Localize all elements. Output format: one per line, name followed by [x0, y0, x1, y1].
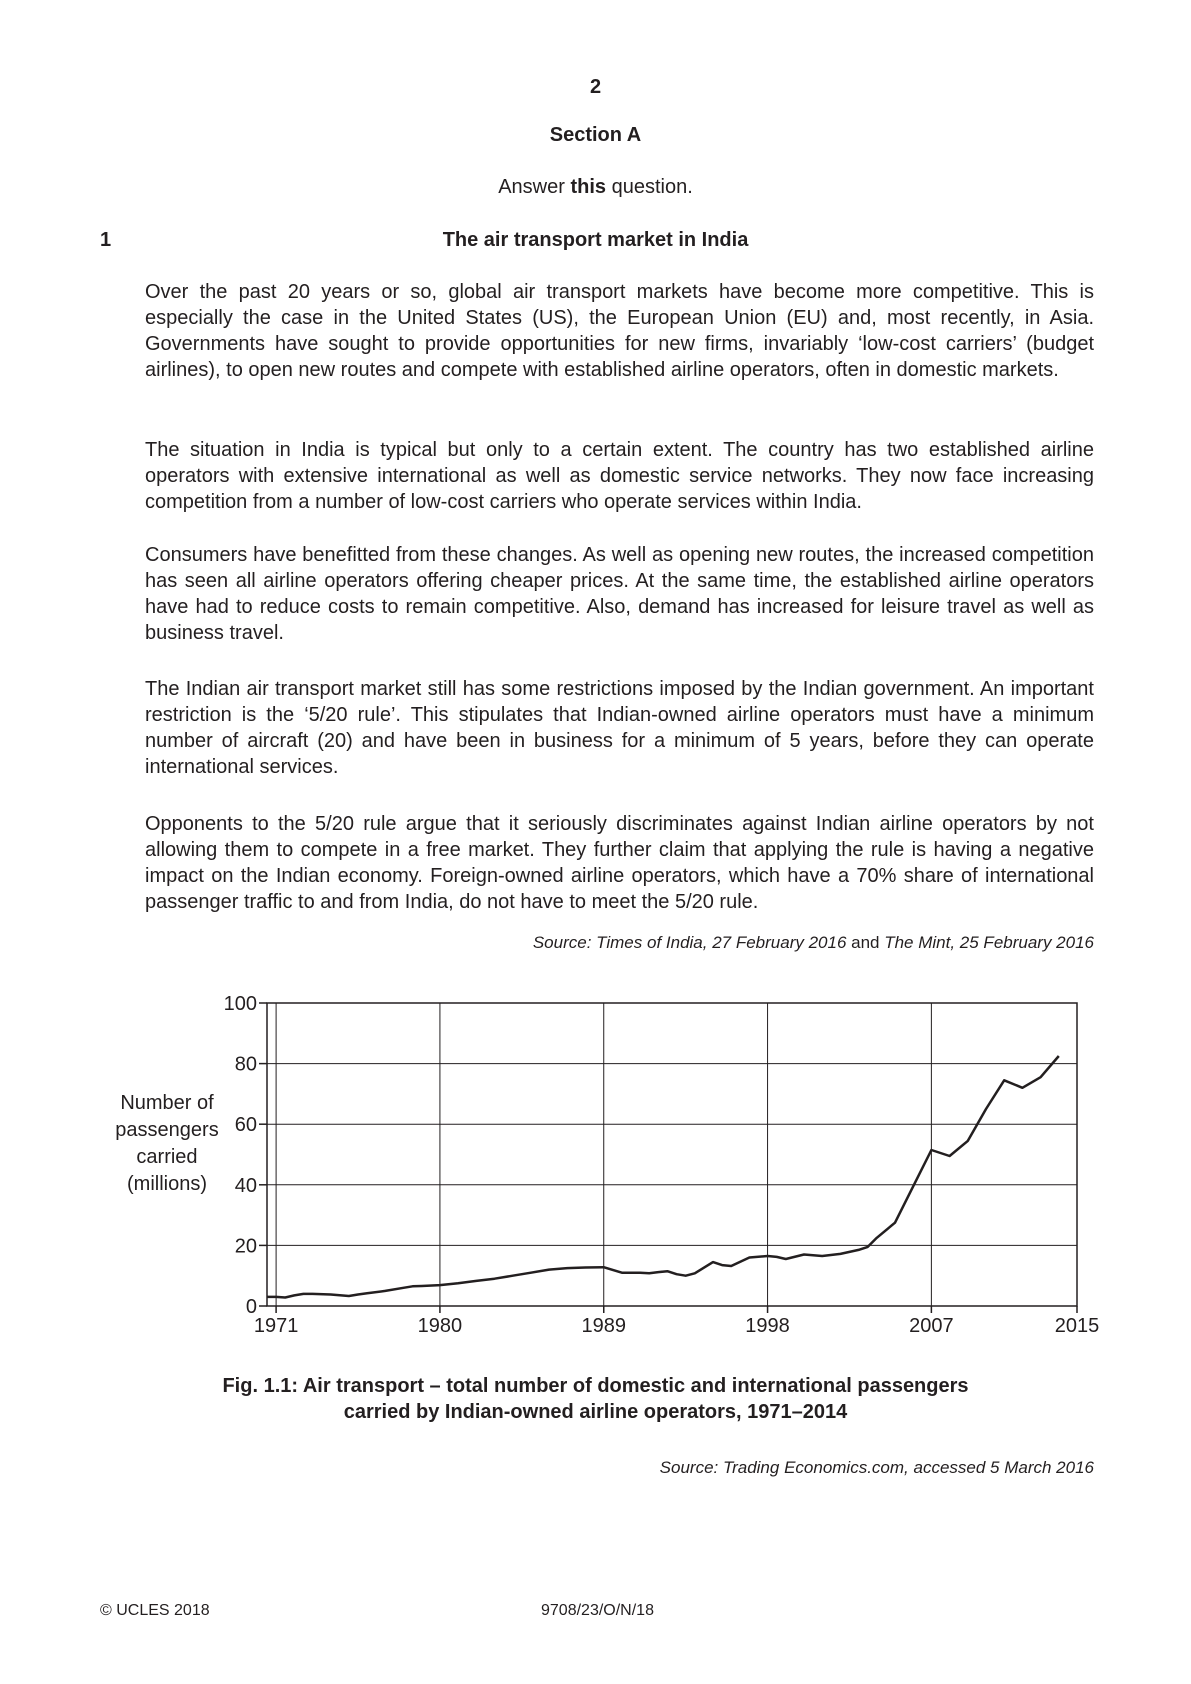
paragraph-4: The Indian air transport market still has some restrictions imposed by the Indian government. An important restriction is the ‘5/20 rule’. This stipulates that Indian-owned airline operators must have a minimum number of aircraft (20) and have been in business for a minimum of 5 years, before they can operate international services.	[145, 678, 1094, 778]
x-tick-label: 2015	[1054, 1315, 1100, 1337]
instruction-pre: Answer	[498, 176, 571, 198]
passenger-line-chart	[100, 980, 1100, 1340]
section-heading: Section A	[549, 124, 642, 146]
y-tick-label: 100	[223, 993, 257, 1015]
paragraph-1: Over the past 20 years or so, global air transport markets have become more competitive. This is especially the case in the United States (US), the European Union (EU) and, most recently, in Asia. Governments have sought to provide opportunities for new firms, invariably ‘low-cost carriers’ (budget airlines), to open new routes and compete with established airline operators, often in domestic markets.	[145, 281, 1094, 381]
x-tick-label: 1989	[581, 1315, 626, 1337]
paragraph-3: Consumers have benefitted from these changes. As well as opening new routes, the increased competition has seen all airline operators offering cheaper prices. At the same time, the established airline operators have had to reduce costs to remain competitive. Also, demand has increased for leisure travel as well as business travel.	[145, 544, 1094, 644]
y-axis-label-line-1: Number of	[120, 1092, 214, 1114]
text-source	[533, 933, 1094, 953]
paragraph-5: Opponents to the 5/20 rule argue that it seriously discriminates against Indian airline operators by not allowing them to compete in a free market. They further claim that applying the rule is having a negative impact on the Indian economy. Foreign-owned airline operators, which have a 70% share of international passenger traffic to and from India, do not have to meet the 5/20 rule.	[145, 813, 1094, 913]
y-axis-label-line-3: carried	[136, 1146, 198, 1168]
y-tick-label: 80	[234, 1053, 257, 1076]
y-tick-label: 0	[245, 1296, 257, 1318]
plot-frame	[267, 1003, 1077, 1306]
axis-ticks	[224, 993, 1100, 1337]
instruction-post: question.	[606, 176, 693, 198]
x-tick-label: 1998	[745, 1315, 790, 1337]
x-tick-label: 1971	[253, 1315, 299, 1337]
x-tick-label: 1980	[417, 1315, 463, 1337]
y-axis-label-line-4: (millions)	[127, 1173, 207, 1195]
footer-paper-code: 9708/23/O/N/18	[541, 1602, 654, 1619]
figure-source: Source: Trading Economics.com, accessed 5 March 2016	[659, 1458, 1094, 1477]
instruction-bold: this	[570, 176, 607, 198]
source-part-2: The Mint, 25 February 2016	[884, 933, 1094, 952]
y-tick-label: 60	[234, 1114, 257, 1137]
series-line	[267, 1056, 1059, 1298]
instruction	[0, 176, 1191, 199]
figure-caption-line-1: Fig. 1.1: Air transport – total number of domestic and international passengers	[222, 1375, 969, 1397]
page-number: 2	[589, 76, 602, 98]
footer-copyright: © UCLES 2018	[100, 1602, 210, 1619]
question-title: The air transport market in India	[442, 229, 749, 251]
source-and: and	[846, 933, 885, 952]
source-part-1: Source: Times of India, 27 February 2016	[532, 933, 847, 952]
y-axis-label	[115, 1092, 218, 1195]
x-tick-label: 2007	[909, 1315, 954, 1337]
grid	[267, 1003, 1077, 1306]
y-tick-label: 20	[234, 1235, 257, 1258]
figure-caption	[0, 1373, 1191, 1425]
figure-caption-line-2: carried by Indian-owned airline operators, 1971–2014	[343, 1401, 848, 1423]
y-tick-label: 40	[234, 1174, 257, 1197]
y-axis-label-line-2: passengers	[115, 1119, 219, 1141]
paragraph-2: The situation in India is typical but only to a certain extent. The country has two established airline operators with extensive international as well as domestic service networks. They now face increasing competition from a number of low-cost carriers who operate services within India.	[145, 439, 1094, 513]
question-number: 1	[100, 229, 112, 251]
